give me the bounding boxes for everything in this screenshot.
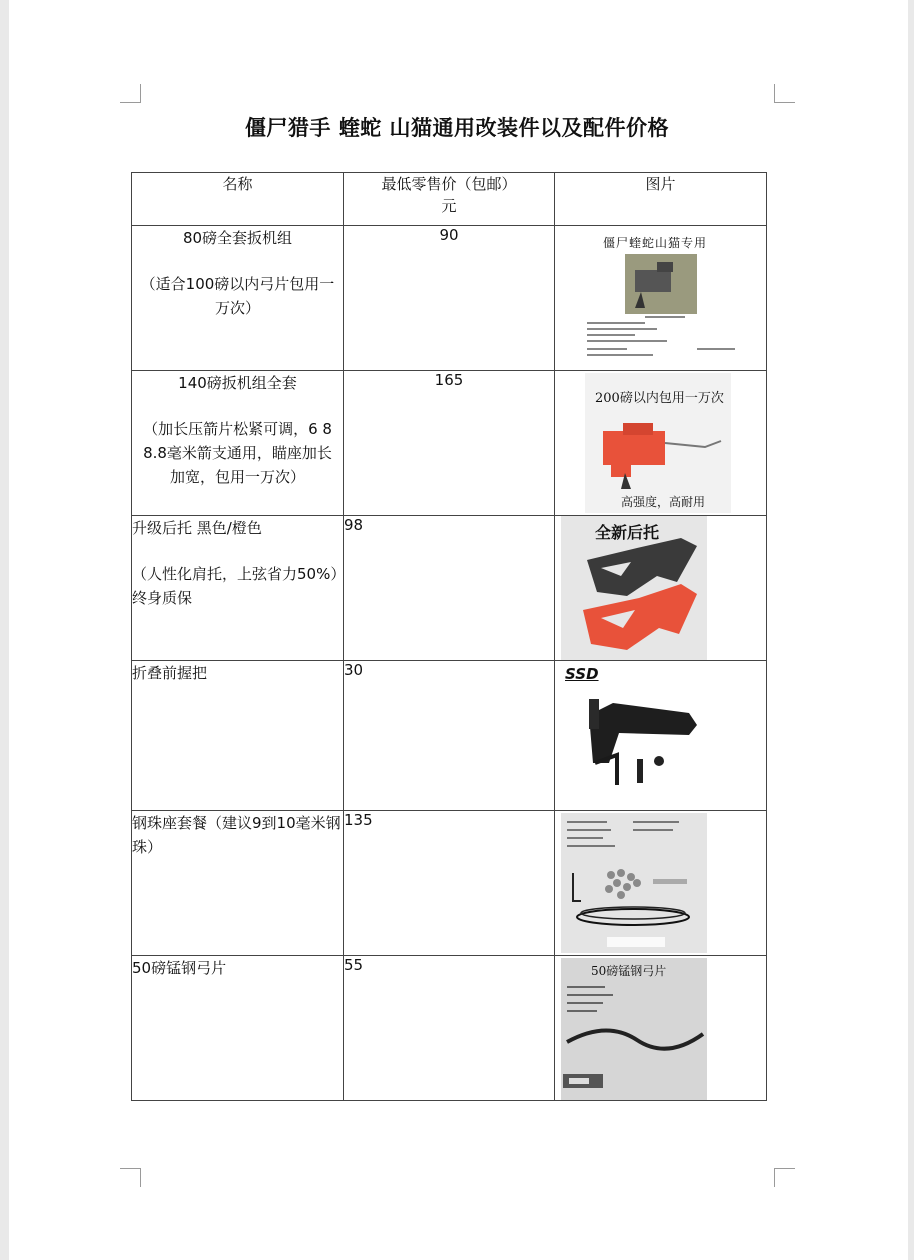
document-title: 僵尸猎手 蝰蛇 山猫通用改装件以及配件价格 [244,116,670,140]
photo-caption: 僵尸蝰蛇山猫专用 [603,236,708,250]
item-name: 80磅全套扳机组 [182,229,293,247]
steel-ball-kit-illustration [561,813,707,953]
item-note: （适合100磅以内弓片包用一万次） [140,275,335,317]
photo-caption: 全新后托 [595,523,660,542]
row-name-cell [132,516,344,661]
item-price: 90 [344,226,555,371]
item-price: 98 [344,516,555,661]
item-photo-cell [555,226,767,371]
item-name: 140磅扳机组全套 [178,374,297,392]
item-price: 55 [344,956,555,1101]
table-row [132,226,767,371]
trigger-80-photo [581,230,741,368]
crop-mark-top-left [120,84,141,103]
stock-photo [561,516,707,660]
header-price [344,173,555,226]
table-row [132,516,767,661]
foregrip-photo [561,663,707,807]
item-name: 折叠前握把 [132,664,208,682]
item-price: 30 [344,661,555,811]
item-note: （加长压箭片松紧可调，6 8 8.8毫米箭支通用，瞄座加长加宽，包用一万次） [143,420,332,486]
table-row [132,661,767,811]
steel-ball-kit-photo [561,813,707,953]
header-price-line2: 元 [441,197,457,215]
header-name: 名称 [132,173,344,226]
row-name-cell [132,956,344,1101]
crop-mark-bottom-left [120,1168,141,1187]
item-price: 165 [344,371,555,516]
foregrip-illustration [561,663,707,807]
bow-limb-illustration [561,958,707,1100]
table-row [132,371,767,516]
photo-caption-secondary: 高强度，高耐用 [621,495,706,509]
table-row [132,811,767,956]
item-photo-cell [555,516,767,661]
bow-limb-photo [561,958,707,1100]
price-table [131,172,767,1101]
page-edge-right [908,0,914,1260]
table-row [132,956,767,1101]
row-name-cell [132,226,344,371]
page-edge-left [0,0,9,1260]
item-name: 50磅锰钢弓片 [132,959,227,977]
photo-caption: SSD [565,665,599,683]
table-header-row [132,173,767,226]
header-price-line1: 最低零售价（包邮） [381,175,517,193]
crop-mark-top-right [774,84,795,103]
item-photo-cell [555,956,767,1101]
row-name-cell [132,661,344,811]
item-note: （人性化肩托，上弦省力50%）终身质保 [132,565,338,607]
item-price: 135 [344,811,555,956]
item-photo-cell [555,661,767,811]
row-name-cell [132,811,344,956]
row-name-cell [132,371,344,516]
item-photo-cell [555,811,767,956]
item-name: 升级后托 黑色/橙色 [132,519,262,537]
photo-caption: 200磅以内包用一万次 [595,391,724,406]
header-image: 图片 [555,173,767,226]
crop-mark-bottom-right [774,1168,795,1187]
photo-caption: 50磅锰钢弓片 [591,964,667,978]
trigger-140-photo [585,373,731,513]
item-name: 钢珠座套餐（建议9到10毫米钢珠） [132,814,341,856]
item-photo-cell [555,371,767,516]
